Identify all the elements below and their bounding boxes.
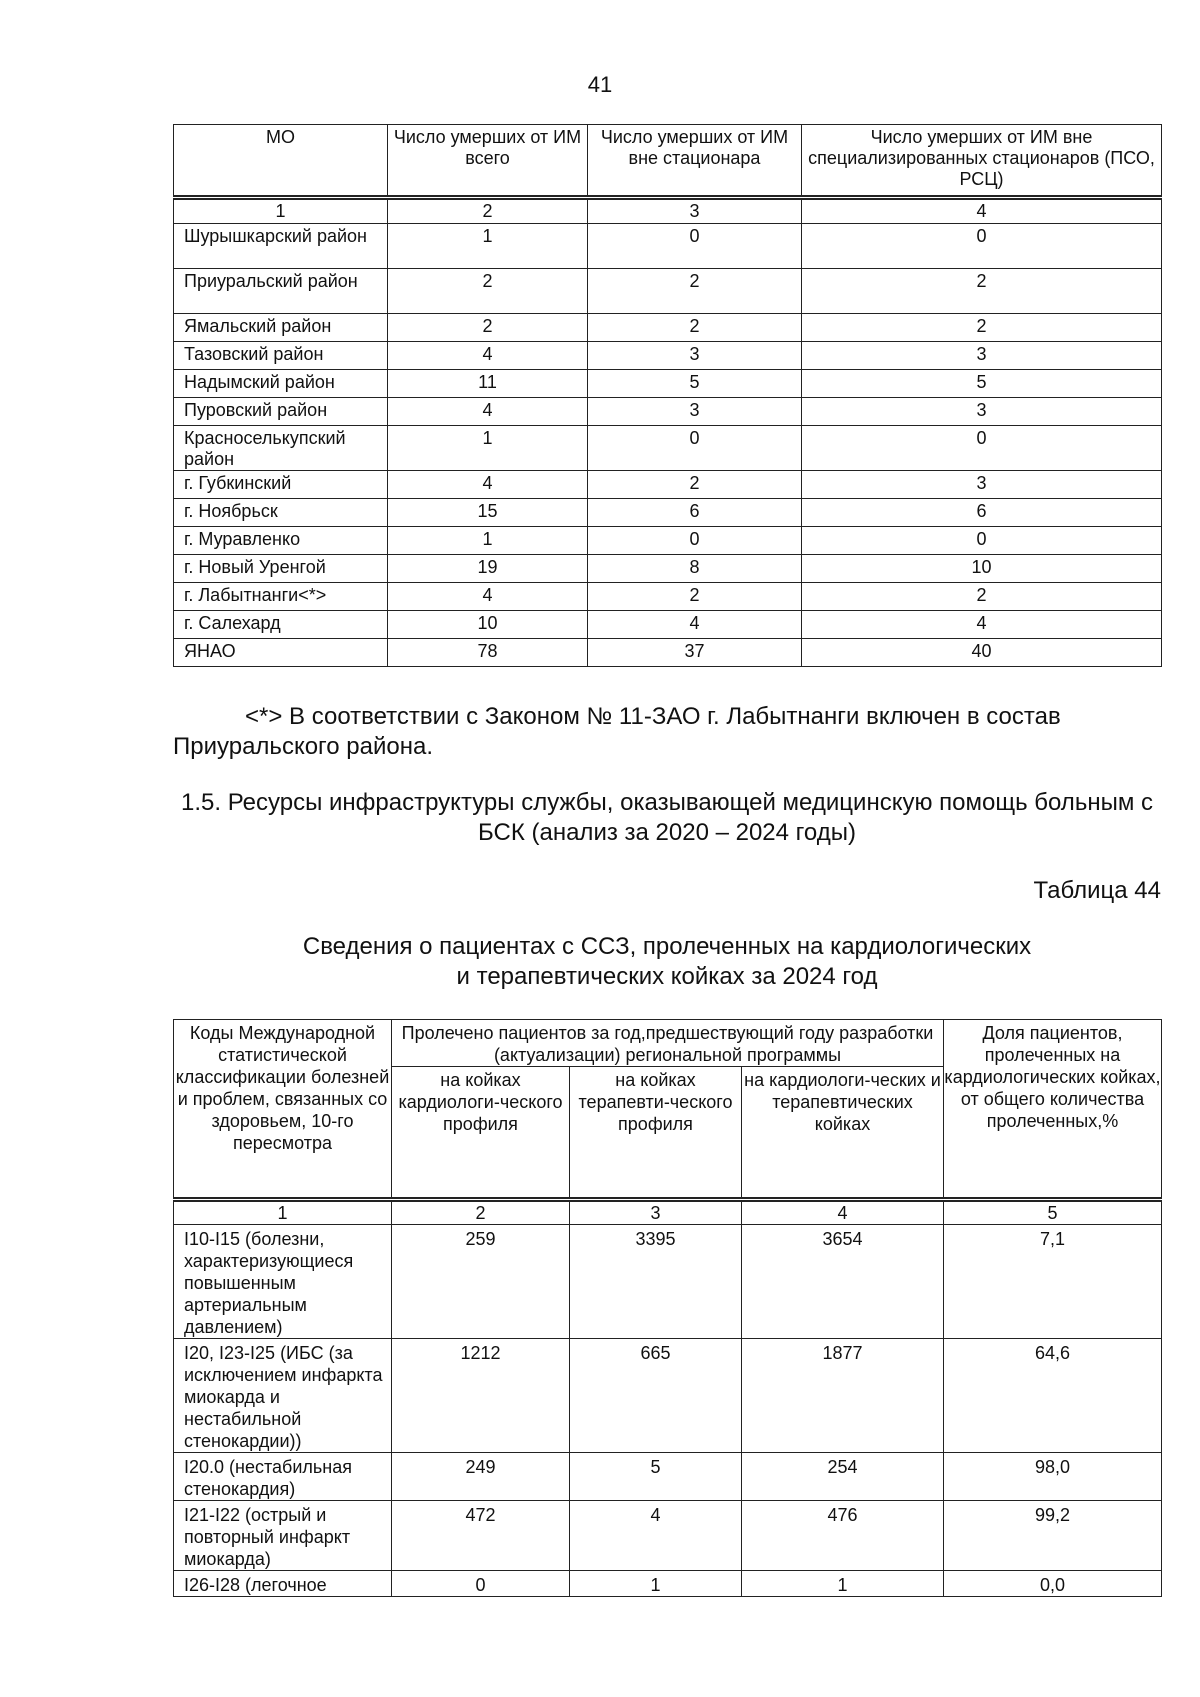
column-numbers-row — [174, 198, 1162, 224]
treated-cardio: 472 — [392, 1501, 570, 1571]
deaths-outside-hospital: 37 — [588, 639, 802, 667]
column-number: 4 — [742, 1200, 944, 1225]
table-row — [174, 527, 1162, 555]
deaths-outside-hospital: 5 — [588, 370, 802, 398]
column-number: 3 — [570, 1200, 742, 1225]
table-row — [174, 398, 1162, 426]
table-row — [174, 224, 1162, 269]
header-therapy: на койках терапевти-ческого профиля — [570, 1067, 742, 1200]
table-row — [174, 342, 1162, 370]
footnote: <*> В соответствии с Законом № 11-ЗАО г. Лабытнанги включен в состав Приуральского района. — [173, 703, 1061, 760]
district-name: Шурышкарский район — [174, 224, 388, 269]
treated-both: 254 — [742, 1453, 944, 1501]
deaths-outside-hospital: 2 — [588, 314, 802, 342]
column-number: 4 — [802, 198, 1162, 224]
deaths-outside-specialized: 0 — [802, 224, 1162, 269]
table-row — [174, 1339, 1162, 1453]
deaths-outside-hospital: 4 — [588, 611, 802, 639]
deaths-outside-specialized: 3 — [802, 342, 1162, 370]
district-name: г. Салехард — [174, 611, 388, 639]
table-number: Таблица 44 — [1033, 877, 1161, 904]
page-number: 41 — [587, 72, 613, 97]
deaths-table — [173, 124, 1162, 667]
section-heading: 1.5. Ресурсы инфраструктуры службы, оказывающей медицинскую помощь больным с БСК (анализ за 2020 – 2024 годы) — [181, 789, 1153, 846]
header-outside-specialized: Число умерших от ИМ вне специализированных стационаров (ПСО, РСЦ) — [802, 125, 1162, 198]
column-number: 1 — [174, 198, 388, 224]
header-total: Число умерших от ИМ всего — [388, 125, 588, 198]
deaths-total: 4 — [388, 471, 588, 499]
treated-both: 3654 — [742, 1225, 944, 1339]
table-row — [174, 499, 1162, 527]
deaths-outside-hospital: 6 — [588, 499, 802, 527]
deaths-outside-hospital: 0 — [588, 224, 802, 269]
deaths-outside-specialized: 5 — [802, 370, 1162, 398]
deaths-outside-specialized: 10 — [802, 555, 1162, 583]
deaths-outside-specialized: 6 — [802, 499, 1162, 527]
treated-cardio: 0 — [392, 1571, 570, 1597]
treated-both: 1877 — [742, 1339, 944, 1453]
district-name: г. Лабытнанги<*> — [174, 583, 388, 611]
share-cardio: 99,2 — [944, 1501, 1162, 1571]
treated-both: 476 — [742, 1501, 944, 1571]
deaths-outside-hospital: 0 — [588, 527, 802, 555]
deaths-outside-hospital: 2 — [588, 269, 802, 314]
share-cardio: 7,1 — [944, 1225, 1162, 1339]
deaths-outside-hospital: 8 — [588, 555, 802, 583]
treated-therapy: 4 — [570, 1501, 742, 1571]
treated-therapy: 1 — [570, 1571, 742, 1597]
table-row — [174, 583, 1162, 611]
table-row — [174, 269, 1162, 314]
deaths-outside-specialized: 0 — [802, 527, 1162, 555]
district-name: Красноселькупский район — [174, 426, 388, 471]
column-number: 3 — [588, 198, 802, 224]
treated-therapy: 3395 — [570, 1225, 742, 1339]
patients-table — [173, 1019, 1162, 1597]
deaths-total: 1 — [388, 527, 588, 555]
icd-code: I20.0 (нестабильная стенокардия) — [174, 1453, 392, 1501]
deaths-outside-specialized: 2 — [802, 269, 1162, 314]
district-name: Надымский район — [174, 370, 388, 398]
table-row — [174, 1225, 1162, 1339]
deaths-outside-specialized: 4 — [802, 611, 1162, 639]
treated-therapy: 5 — [570, 1453, 742, 1501]
deaths-total: 78 — [388, 639, 588, 667]
header-codes: Коды Международной статистической классификации болезней и проблем, связанных со здоровьем, 10-го пересмотра — [174, 1020, 392, 1200]
deaths-total: 4 — [388, 398, 588, 426]
district-name: г. Новый Уренгой — [174, 555, 388, 583]
district-name: г. Муравленко — [174, 527, 388, 555]
table-caption — [173, 932, 1161, 992]
deaths-outside-specialized: 2 — [802, 583, 1162, 611]
treated-cardio: 259 — [392, 1225, 570, 1339]
district-name: Тазовский район — [174, 342, 388, 370]
share-cardio: 64,6 — [944, 1339, 1162, 1453]
treated-therapy: 665 — [570, 1339, 742, 1453]
header-cardio: на койках кардиологи-ческого профиля — [392, 1067, 570, 1200]
deaths-outside-specialized: 0 — [802, 426, 1162, 471]
icd-code: I20, I23-I25 (ИБС (за исключением инфаркта миокарда и нестабильной стенокардии)) — [174, 1339, 392, 1453]
column-number: 2 — [388, 198, 588, 224]
icd-code: I26-I28 (легочное — [174, 1571, 392, 1597]
deaths-outside-hospital: 2 — [588, 471, 802, 499]
deaths-total: 19 — [388, 555, 588, 583]
deaths-outside-hospital: 3 — [588, 398, 802, 426]
deaths-total: 1 — [388, 426, 588, 471]
share-cardio: 0,0 — [944, 1571, 1162, 1597]
header-share: Доля пациентов, пролеченных на кардиологических койках, от общего количества пролеченных,% — [944, 1020, 1162, 1200]
table-caption-line: Сведения о пациентах с ССЗ, пролеченных на кардиологических — [302, 933, 1032, 960]
deaths-table-header — [174, 125, 1162, 198]
table-row — [174, 1453, 1162, 1501]
column-numbers-row — [174, 1200, 1162, 1225]
district-name: Приуральский район — [174, 269, 388, 314]
table-row — [174, 1501, 1162, 1571]
header-outside-hospital: Число умерших от ИМ вне стационара — [588, 125, 802, 198]
deaths-outside-hospital: 2 — [588, 583, 802, 611]
deaths-total: 4 — [388, 583, 588, 611]
district-name: ЯНАО — [174, 639, 388, 667]
table-row — [174, 314, 1162, 342]
deaths-total: 4 — [388, 342, 588, 370]
share-cardio: 98,0 — [944, 1453, 1162, 1501]
deaths-outside-hospital: 0 — [588, 426, 802, 471]
treated-cardio: 1212 — [392, 1339, 570, 1453]
treated-cardio: 249 — [392, 1453, 570, 1501]
deaths-total: 11 — [388, 370, 588, 398]
district-name: Ямальский район — [174, 314, 388, 342]
header-treated: Пролечено пациентов за год,предшествующий году разработки (актуализации) региональной программы — [392, 1020, 944, 1067]
table-row — [174, 426, 1162, 471]
deaths-total: 10 — [388, 611, 588, 639]
header-mo: МО — [174, 125, 388, 198]
deaths-total: 15 — [388, 499, 588, 527]
icd-code: I10-I15 (болезни, характеризующиеся повышенным артериальным давлением) — [174, 1225, 392, 1339]
table-row — [174, 370, 1162, 398]
table-row-total — [174, 639, 1162, 667]
deaths-total: 2 — [388, 314, 588, 342]
table-caption-line: и терапевтических койках за 2024 год — [456, 963, 878, 990]
district-name: г. Губкинский — [174, 471, 388, 499]
deaths-total: 1 — [388, 224, 588, 269]
patients-table-header — [174, 1020, 1162, 1067]
district-name: Пуровский район — [174, 398, 388, 426]
deaths-outside-specialized: 3 — [802, 471, 1162, 499]
deaths-outside-hospital: 3 — [588, 342, 802, 370]
deaths-outside-specialized: 2 — [802, 314, 1162, 342]
table-row — [174, 1571, 1162, 1597]
header-both: на кардиологи-ческих и терапевтических койках — [742, 1067, 944, 1200]
column-number: 1 — [174, 1200, 392, 1225]
icd-code: I21-I22 (острый и повторный инфаркт миокарда) — [174, 1501, 392, 1571]
column-number: 5 — [944, 1200, 1162, 1225]
table-row — [174, 555, 1162, 583]
deaths-outside-specialized: 40 — [802, 639, 1162, 667]
deaths-outside-specialized: 3 — [802, 398, 1162, 426]
table-row — [174, 611, 1162, 639]
column-number: 2 — [392, 1200, 570, 1225]
treated-both: 1 — [742, 1571, 944, 1597]
district-name: г. Ноябрьск — [174, 499, 388, 527]
deaths-total: 2 — [388, 269, 588, 314]
table-row — [174, 471, 1162, 499]
